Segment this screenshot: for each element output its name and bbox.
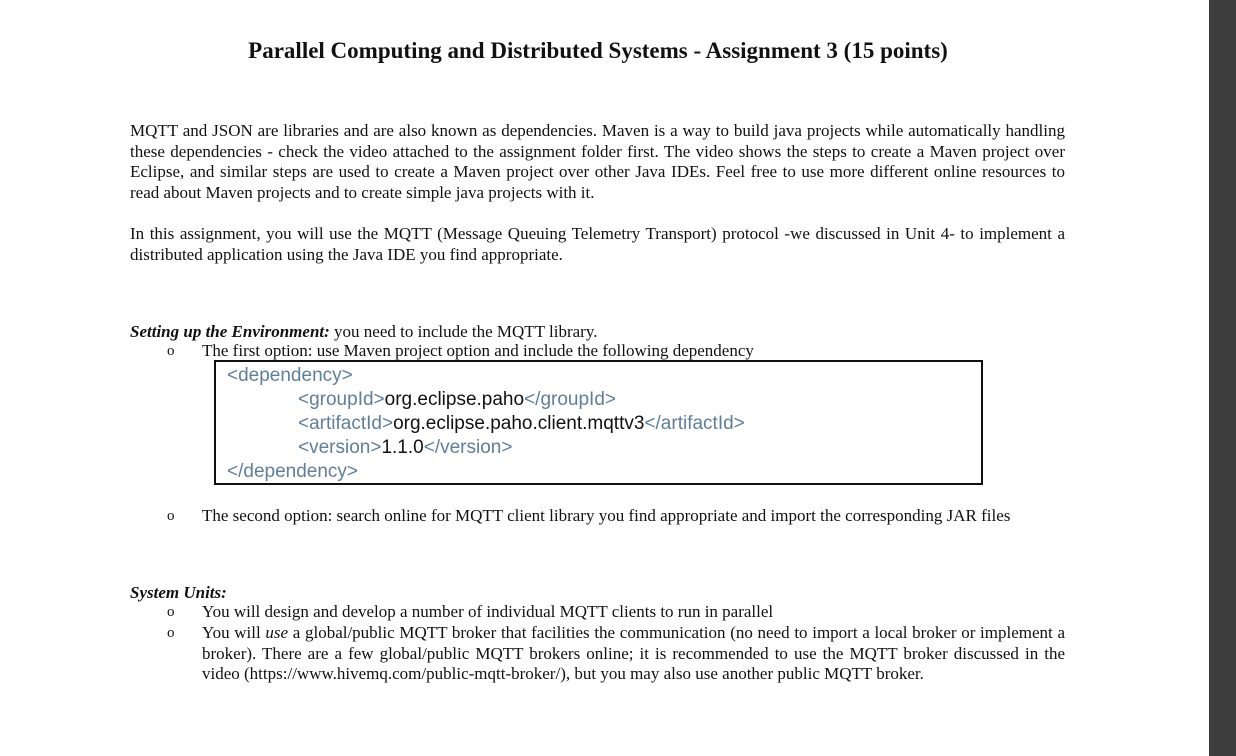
code-line-group-id xyxy=(298,388,616,412)
units-item-broker-rest: a global/public MQTT broker that facilities the communication (no need to import a local broker or implement a broker). There are a few global/public MQTT brokers online; it is recommended to use the MQTT broker discussed in the video (https://www.hivemq.com/public-mqtt-broker/), but you may also use another public MQTT broker. xyxy=(202,623,1065,684)
version-open-tag: <version> xyxy=(298,437,382,458)
bullet-marker: o xyxy=(167,625,175,641)
units-item-broker-emphasis: use xyxy=(265,623,289,642)
second-option-text: The second option: search online for MQTT client library you find appropriate and import the corresponding JAR files xyxy=(202,506,1011,525)
version-close-tag: </version> xyxy=(423,437,513,458)
environment-heading: Setting up the Environment: xyxy=(130,322,330,341)
code-line-dependency-open xyxy=(227,364,353,388)
dependency-open-tag: <dependency> xyxy=(227,365,353,386)
units-item-broker-prefix: You will xyxy=(202,623,266,642)
group-id-close-tag: </groupId> xyxy=(524,389,616,410)
environment-heading-rest: you need to include the MQTT library. xyxy=(329,322,598,341)
artifact-id-value: org.eclipse.paho.client.mqttv3 xyxy=(393,413,645,434)
bullet-marker: o xyxy=(167,343,175,359)
code-line-dependency-close xyxy=(227,460,358,484)
bullet-marker: o xyxy=(167,604,175,620)
group-id-value: org.eclipse.paho xyxy=(384,389,525,410)
units-item-broker xyxy=(202,623,1065,685)
dependency-code-box xyxy=(214,360,983,485)
system-units-heading: System Units: xyxy=(130,583,227,602)
system-units-heading-line xyxy=(130,582,227,603)
document-title: Parallel Computing and Distributed Systems - Assignment 3 (15 points) xyxy=(248,38,948,63)
units-item-clients: You will design and develop a number of individual MQTT clients to run in parallel xyxy=(202,602,774,621)
assignment-paragraph: In this assignment, you will use the MQTT (Message Queuing Telemetry Transport) protocol -we discussed in Unit 4- to implement a distributed application using the Java IDE you find appropriate. xyxy=(130,224,1065,264)
artifact-id-close-tag: </artifactId> xyxy=(644,413,745,434)
artifact-id-open-tag: <artifactId> xyxy=(298,413,394,434)
version-value: 1.1.0 xyxy=(381,437,424,458)
code-line-artifact-id xyxy=(298,412,745,436)
environment-heading-line xyxy=(130,321,597,342)
first-option-text: The first option: use Maven project option and include the following dependency xyxy=(202,341,754,360)
dependency-close-tag: </dependency> xyxy=(227,461,359,482)
bullet-marker: o xyxy=(167,508,175,524)
group-id-open-tag: <groupId> xyxy=(298,389,385,410)
viewer-scroll-strip[interactable] xyxy=(1209,0,1236,756)
intro-paragraph: MQTT and JSON are libraries and are also known as dependencies. Maven is a way to build java projects while automatically handling these dependencies - check the video attached to the assignment folder first. The video shows the steps to create a Maven project over Eclipse, and similar steps are used to create a Maven project over other Java IDEs. Feel free to use more different online resources to read about Maven projects and to create simple java projects with it. xyxy=(130,121,1065,203)
code-line-version xyxy=(298,436,512,460)
